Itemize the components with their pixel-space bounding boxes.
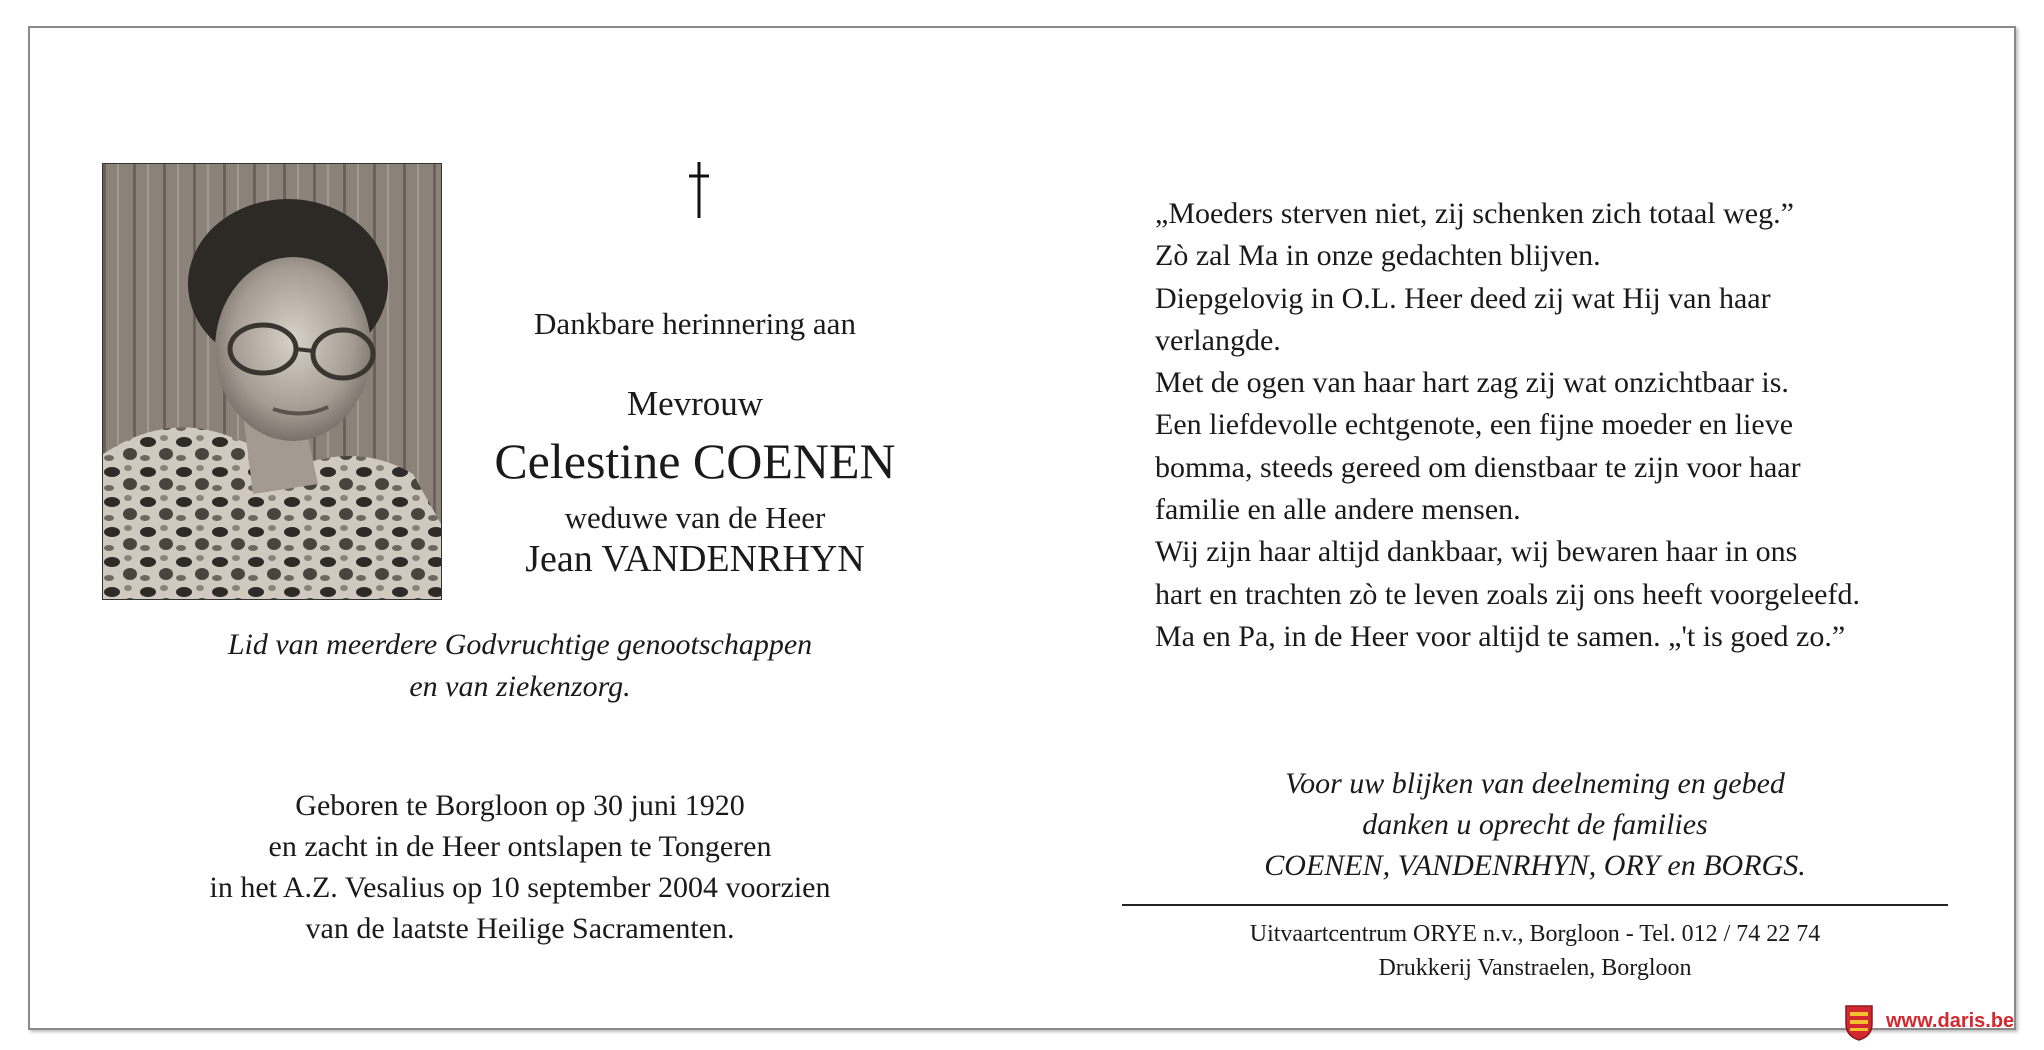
cross-icon (679, 160, 719, 220)
poem-line: Wij zijn haar altijd dankbaar, wij bewaren haar in ons (1155, 535, 1798, 569)
poem-line: Diepgelovig in O.L. Heer deed zij wat Hij van haar (1155, 281, 1771, 315)
footer-line: Drukkerij Vanstraelen, Borgloon (1378, 955, 1692, 981)
portrait-photo (102, 163, 442, 600)
poem-line: „Moeders sterven niet, zij schenken zich totaal weg.” (1155, 197, 1794, 230)
poem-line: familie en alle andere mensen. (1155, 493, 1521, 527)
birth-death-text (110, 785, 930, 949)
poem-line: bomma, steeds gereed om dienstbaar te zijn voor haar (1155, 450, 1801, 484)
husband-name: Jean VANDENRHYN (525, 538, 865, 580)
printer-footer (1120, 917, 1950, 985)
poem-line: Ma en Pa, in de Heer voor altijd te samen. „'t is goed zo.” (1155, 619, 1846, 653)
thanks-line: Voor uw blijken van deelneming en gebed (1285, 767, 1785, 800)
portrait-image (103, 164, 441, 599)
widow-of-text: weduwe van de Heer (564, 500, 826, 535)
footer-divider (1122, 904, 1948, 906)
footer-line: Uitvaartcentrum ORYE n.v., Borgloon - Tel. 012 / 74 22 74 (1249, 921, 1821, 947)
deceased-name: Celestine COENEN (494, 433, 896, 489)
poem-line: Met de ogen van haar hart zag zij wat onzichtbaar is. (1155, 366, 1789, 400)
poem-line: verlangde. (1155, 323, 1281, 357)
poem-line: Zò zal Ma in onze gedachten blijven. (1155, 239, 1601, 273)
membership-text (110, 624, 930, 708)
birth-death-line: van de laatste Heilige Sacramenten. (305, 912, 735, 945)
thanks-line: COENEN, VANDENRHYN, ORY en BORGS. (1264, 849, 1806, 882)
thanks-line: danken u oprecht de families (1362, 808, 1708, 841)
poem-line: Een liefdevolle echtgenote, een fijne moeder en lieve (1155, 408, 1794, 442)
poem-line: hart en trachten zò te leven zoals zij ons heeft voorgeleefd. (1155, 577, 1860, 611)
birth-death-line: Geboren te Borgloon op 30 juni 1920 (295, 789, 745, 822)
watermark-site: www.daris.be (1886, 1010, 2015, 1032)
thanks-text (1120, 763, 1950, 886)
coat-of-arms-icon (1842, 1002, 1876, 1042)
membership-line: en van ziekenzorg. (409, 670, 631, 703)
dedication-text: Dankbare herinnering aan (534, 306, 856, 341)
birth-death-line: en zacht in de Heer ontslapen te Tongeren (268, 830, 772, 863)
birth-death-line: in het A.Z. Vesalius op 10 september 2004 voorzien (209, 871, 831, 904)
deceased-title: Mevrouw (626, 384, 764, 423)
membership-line: Lid van meerdere Godvruchtige genootschappen (227, 628, 813, 661)
memorial-poem (1155, 193, 1975, 658)
